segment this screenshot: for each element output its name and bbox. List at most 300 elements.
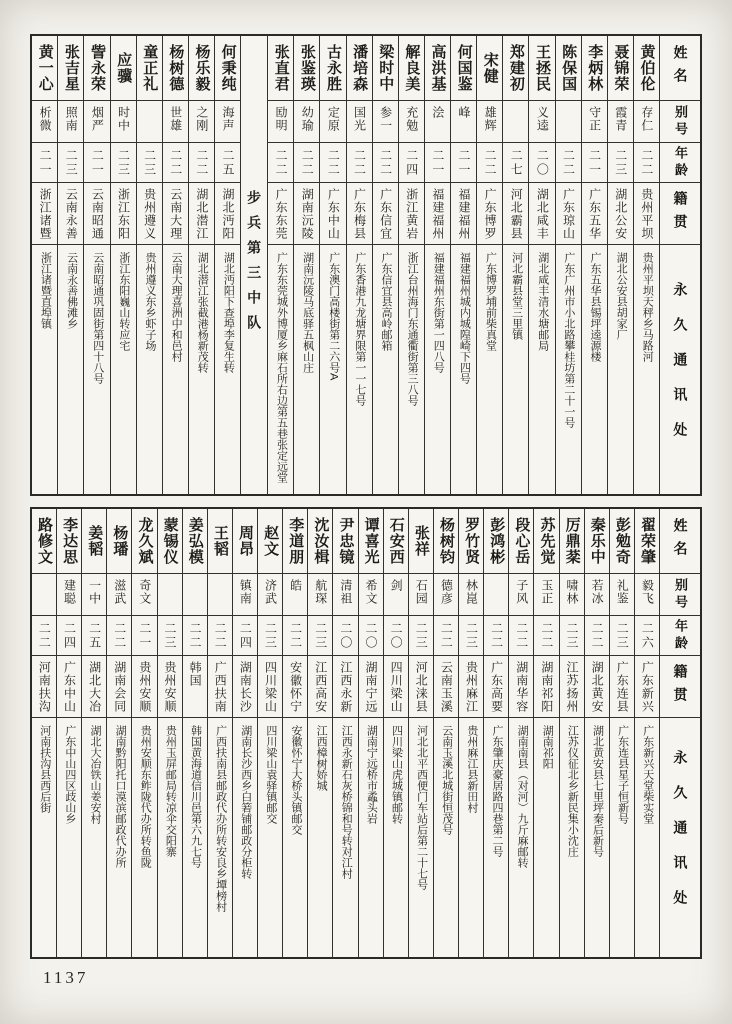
header-native	[660, 655, 700, 717]
person-address-cell	[283, 717, 307, 957]
person-age-cell	[58, 142, 83, 182]
person-name: 童正礼	[141, 44, 159, 92]
person-name: 李炳林	[586, 44, 604, 92]
person-alias-cell	[534, 573, 558, 615]
person-native-cell	[451, 182, 476, 244]
person-alias-cell	[477, 100, 502, 142]
person-address: 浙江诸暨直埠镇	[39, 252, 52, 329]
person-name-cell	[359, 509, 383, 573]
person-name-cell	[308, 509, 332, 573]
person-alias-cell	[509, 573, 533, 615]
person-age-cell	[158, 615, 182, 655]
person-alias: 参一	[378, 106, 393, 132]
person-column	[584, 509, 609, 957]
page-number: 1137	[43, 968, 89, 987]
person-address: 河南扶沟县西后街	[38, 725, 51, 813]
person-native-cell	[137, 182, 162, 244]
person-native: 湖北潜江	[194, 188, 209, 240]
person-alias-cell	[208, 573, 232, 615]
person-address-cell	[183, 717, 207, 957]
person-name-cell	[233, 509, 257, 573]
person-native-cell	[534, 655, 558, 717]
person-name-cell	[268, 36, 293, 100]
person-age-cell	[137, 142, 162, 182]
person-address-cell	[477, 244, 502, 494]
person-name: 王韬	[211, 525, 229, 557]
person-alias-cell	[82, 573, 106, 615]
person-alias-cell	[459, 573, 483, 615]
person-address: 广东东莞城外博厦乡麻石所右边第五巷张定远堂	[275, 252, 288, 483]
header-address	[660, 244, 700, 494]
person-native-cell	[32, 182, 57, 244]
person-name: 苏先觉	[538, 517, 556, 565]
person-age-cell	[258, 615, 282, 655]
person-native: 河南扶沟	[37, 661, 52, 713]
person-name-cell	[132, 509, 156, 573]
person-age-cell	[459, 615, 483, 655]
person-alias-cell	[425, 100, 450, 142]
person-age-cell	[233, 615, 257, 655]
person-age: 二二	[561, 148, 576, 177]
person-address: 江苏仪征北乡新民集小沈庄	[566, 725, 579, 857]
person-name: 黄一心	[36, 44, 54, 92]
header-name	[660, 36, 700, 100]
person-column	[372, 36, 398, 494]
person-native-cell	[132, 655, 156, 717]
person-age-cell	[585, 615, 609, 655]
person-address: 江西永新石灰桥锦和号转对江村	[340, 725, 353, 879]
person-name: 解良美	[403, 44, 421, 92]
person-native-cell	[183, 655, 207, 717]
person-age-cell	[451, 142, 476, 182]
person-age-cell	[183, 615, 207, 655]
person-address-cell	[373, 244, 398, 494]
person-alias-cell	[556, 100, 581, 142]
person-column	[555, 36, 581, 494]
person-name-cell	[477, 36, 502, 100]
person-name: 张吉星	[62, 44, 80, 92]
person-name: 杨璠	[111, 525, 129, 557]
person-alias: 德彦	[439, 579, 454, 605]
person-age: 二二	[274, 148, 289, 177]
person-native-cell	[560, 655, 584, 717]
person-column	[182, 509, 207, 957]
person-native: 湖北沔阳	[220, 188, 235, 240]
person-age-cell	[82, 615, 106, 655]
person-column	[346, 36, 372, 494]
person-alias: 奇文	[137, 579, 152, 605]
person-age-cell	[399, 142, 424, 182]
person-address: 广东新兴天堂柴实堂	[641, 725, 654, 824]
person-age: 二二	[483, 148, 498, 177]
person-age: 二一	[587, 148, 602, 177]
person-name: 杨树德	[167, 44, 185, 92]
person-native: 江西永新	[338, 661, 353, 713]
person-address-cell	[399, 244, 424, 494]
person-alias: 义逵	[535, 106, 550, 132]
person-column	[56, 509, 81, 957]
person-age-cell	[434, 615, 458, 655]
person-column	[207, 509, 232, 957]
person-age: 二二	[378, 148, 393, 177]
person-name: 张鉴瑛	[298, 44, 316, 92]
person-native: 贵州平坝	[639, 188, 654, 240]
person-age: 二二	[288, 621, 303, 650]
person-column	[607, 36, 633, 494]
person-column	[282, 509, 307, 957]
person-address-cell	[503, 244, 528, 494]
person-native: 广东五华	[587, 188, 602, 240]
person-alias: 世雄	[168, 106, 183, 132]
person-age-cell	[111, 142, 136, 182]
person-age: 二〇	[389, 621, 404, 650]
person-age-cell	[189, 142, 214, 182]
person-address: 湖南长沙西乡白箬铺邮政分柜转	[239, 725, 252, 879]
person-alias: 存仁	[639, 106, 654, 132]
person-age-cell	[32, 142, 57, 182]
person-address-cell	[163, 244, 188, 494]
person-alias: 清祖	[338, 579, 353, 605]
person-address-cell	[347, 244, 372, 494]
person-name-cell	[556, 36, 581, 100]
person-alias-cell	[215, 100, 240, 142]
person-alias: 济武	[263, 579, 278, 605]
person-age-cell	[347, 142, 372, 182]
person-name: 周昂	[236, 525, 254, 557]
header-name-label: 姓名	[672, 518, 689, 564]
person-alias-cell	[283, 573, 307, 615]
person-alias: 子风	[514, 579, 529, 605]
person-age-cell	[373, 142, 398, 182]
person-age: 二三	[615, 621, 630, 650]
person-address: 广东连县星子恒新号	[616, 725, 629, 824]
person-native-cell	[82, 655, 106, 717]
person-address-cell	[158, 717, 182, 957]
person-age-cell	[32, 615, 56, 655]
person-name-cell	[294, 36, 319, 100]
person-address-cell	[233, 717, 257, 957]
person-native-cell	[258, 655, 282, 717]
person-native: 广东高要	[489, 661, 504, 713]
roster-table-top	[30, 34, 702, 496]
person-address-cell	[534, 717, 558, 957]
section-band	[240, 36, 267, 494]
person-alias-cell	[529, 100, 554, 142]
person-age: 二二	[326, 148, 341, 177]
person-address: 河北霸县堂三里镇	[510, 252, 523, 340]
person-native: 湖北黄安	[590, 661, 605, 713]
person-address: 福建福州城内城隍崎下四号	[458, 252, 471, 384]
header-alias	[660, 100, 700, 142]
person-native: 浙江东阳	[116, 188, 131, 240]
person-alias: 之刚	[194, 106, 209, 132]
person-name-cell	[484, 509, 508, 573]
roster-table-bottom	[30, 507, 702, 959]
person-address-cell	[320, 244, 345, 494]
header-alias	[660, 573, 700, 615]
field-header-column	[659, 509, 700, 957]
person-age-cell	[268, 142, 293, 182]
person-address-cell	[451, 244, 476, 494]
person-address: 贵州平坝天秤乡马路河	[641, 252, 654, 362]
person-age-cell	[215, 142, 240, 182]
person-alias-cell	[233, 573, 257, 615]
person-column	[332, 509, 357, 957]
person-name-cell	[215, 36, 240, 100]
person-name-cell	[608, 36, 633, 100]
person-native-cell	[484, 655, 508, 717]
person-native-cell	[635, 655, 659, 717]
person-age: 二五	[87, 621, 102, 650]
person-column	[57, 36, 83, 494]
person-alias-cell	[32, 573, 56, 615]
person-age: 二二	[213, 621, 228, 650]
person-native-cell	[509, 655, 533, 717]
person-column	[483, 509, 508, 957]
person-name-cell	[333, 509, 357, 573]
person-address-cell	[582, 244, 607, 494]
person-name-cell	[585, 509, 609, 573]
person-name-cell	[529, 36, 554, 100]
person-alias: 镇南	[238, 579, 253, 605]
person-alias-cell	[320, 100, 345, 142]
person-native-cell	[320, 182, 345, 244]
person-name: 谭喜光	[362, 517, 380, 565]
person-address: 湖北大冶铁山姜安村	[88, 725, 101, 824]
person-name: 姜韬	[86, 525, 104, 557]
person-address-cell	[268, 244, 293, 494]
person-name-cell	[158, 509, 182, 573]
person-age-cell	[509, 615, 533, 655]
person-address: 贵州遵义东乡虾子场	[143, 252, 156, 351]
person-native: 云南昭通	[90, 188, 105, 240]
header-name	[660, 509, 700, 573]
person-name: 尹忠镜	[337, 517, 355, 565]
person-age-cell	[320, 142, 345, 182]
person-native: 广东博罗	[483, 188, 498, 240]
person-native: 广东连县	[615, 661, 630, 713]
person-address: 四川梁山袁驿镇邮交	[264, 725, 277, 824]
person-alias: 若冰	[590, 579, 605, 605]
person-name-cell	[258, 509, 282, 573]
person-column	[559, 509, 584, 957]
person-native: 广东新兴	[640, 661, 655, 713]
person-native: 福建福州	[456, 188, 471, 240]
person-name: 古永胜	[324, 44, 342, 92]
person-native: 湖北咸丰	[535, 188, 550, 240]
person-address-cell	[189, 244, 214, 494]
person-age: 二二	[590, 621, 605, 650]
person-alias-cell	[132, 573, 156, 615]
person-age: 二四	[238, 621, 253, 650]
person-column	[293, 36, 319, 494]
person-native-cell	[384, 655, 408, 717]
person-address: 广东五华县锡坪逵源楼	[588, 252, 601, 362]
person-address-cell	[333, 717, 357, 957]
person-age-cell	[425, 142, 450, 182]
person-column	[307, 509, 332, 957]
person-name: 翟荣肇	[638, 517, 656, 565]
person-native: 云南永善	[64, 188, 79, 240]
person-alias: 烟严	[90, 106, 105, 132]
person-address-cell	[208, 717, 232, 957]
person-name-cell	[459, 509, 483, 573]
person-name: 赵文	[262, 525, 280, 557]
person-name-cell	[208, 509, 232, 573]
person-name-cell	[183, 509, 207, 573]
person-native-cell	[373, 182, 398, 244]
person-alias-cell	[608, 100, 633, 142]
person-name: 杨乐毅	[193, 44, 211, 92]
person-alias: 幼瑜	[300, 106, 315, 132]
person-alias-cell	[560, 573, 584, 615]
person-name: 罗竹贤	[463, 517, 481, 565]
person-alias: 国光	[352, 106, 367, 132]
person-alias-cell	[258, 573, 282, 615]
person-native-cell	[84, 182, 109, 244]
person-native: 四川梁山	[389, 661, 404, 713]
person-age-cell	[57, 615, 81, 655]
person-age-cell	[608, 142, 633, 182]
person-name-cell	[503, 36, 528, 100]
person-name-cell	[32, 36, 57, 100]
person-address: 四川梁山虎城镇邮转	[390, 725, 403, 824]
person-address: 广东广州市小北路攀桂坊第二十一号	[562, 252, 575, 428]
person-name-cell	[82, 509, 106, 573]
person-alias-cell	[434, 573, 458, 615]
header-name-label: 姓名	[672, 45, 689, 91]
person-name: 张祥	[412, 525, 430, 557]
person-name-cell	[283, 509, 307, 573]
person-age: 二六	[640, 621, 655, 650]
person-address: 贵州安顺东鲊陇代办所转鱼陇	[139, 725, 152, 868]
person-alias-cell	[163, 100, 188, 142]
person-age-cell	[409, 615, 433, 655]
person-name-cell	[560, 509, 584, 573]
person-age-cell	[477, 142, 502, 182]
person-address: 云南大理喜洲中和邑村	[170, 252, 183, 362]
person-address: 湖南黔阳托口漠滨邮政代办所	[114, 725, 127, 868]
person-column	[634, 509, 659, 957]
person-address-cell	[425, 244, 450, 494]
person-alias: 剑	[389, 579, 404, 592]
person-address-cell	[137, 244, 162, 494]
person-alias: 石园	[414, 579, 429, 605]
person-name-cell	[32, 509, 56, 573]
person-native-cell	[32, 655, 56, 717]
person-column	[408, 509, 433, 957]
person-column	[508, 509, 533, 957]
person-name-cell	[534, 509, 558, 573]
person-address-cell	[107, 717, 131, 957]
person-alias-cell	[399, 100, 424, 142]
person-native: 贵州安顺	[162, 661, 177, 713]
person-alias: 定原	[326, 106, 341, 132]
person-alias-cell	[32, 100, 57, 142]
person-column	[32, 509, 56, 957]
person-name-cell	[384, 509, 408, 573]
person-column	[398, 36, 424, 494]
person-alias-cell	[635, 573, 659, 615]
person-column	[188, 36, 214, 494]
person-native: 河北涞县	[414, 661, 429, 713]
person-age: 二三	[313, 621, 328, 650]
person-name-cell	[434, 509, 458, 573]
person-alias-cell	[610, 573, 634, 615]
person-name: 王拯民	[533, 44, 551, 92]
person-name: 郑建初	[507, 44, 525, 92]
person-age-cell	[484, 615, 508, 655]
person-address-cell	[111, 244, 136, 494]
person-address: 云南昭通巩固街第四十八号	[91, 252, 104, 384]
person-address-cell	[560, 717, 584, 957]
person-alias: 皓	[288, 579, 303, 592]
person-native-cell	[111, 182, 136, 244]
person-native: 广西扶南	[213, 661, 228, 713]
person-age: 二三	[464, 621, 479, 650]
person-column	[433, 509, 458, 957]
person-native: 浙江诸暨	[38, 188, 53, 240]
person-native: 浙江黄岩	[404, 188, 419, 240]
person-native-cell	[634, 182, 659, 244]
person-name: 何秉纯	[219, 44, 237, 92]
person-age: 二〇	[338, 621, 353, 650]
person-native: 贵州安顺	[137, 661, 152, 713]
person-address-cell	[308, 717, 332, 957]
person-alias-cell	[308, 573, 332, 615]
person-age-cell	[635, 615, 659, 655]
person-native: 湖南宁远	[363, 661, 378, 713]
person-alias-cell	[111, 100, 136, 142]
person-address: 韩国黄海道信川邑第六九七号	[189, 725, 202, 868]
person-name-cell	[347, 36, 372, 100]
person-age: 二二	[489, 621, 504, 650]
person-age: 二二	[352, 148, 367, 177]
person-alias-cell	[582, 100, 607, 142]
person-name-cell	[509, 509, 533, 573]
person-name: 何国鉴	[455, 44, 473, 92]
person-native: 湖南华容	[514, 661, 529, 713]
person-name-cell	[399, 36, 424, 100]
person-alias: 玉正	[539, 579, 554, 605]
person-age: 二〇	[363, 621, 378, 650]
person-alias: 林崑	[464, 579, 479, 605]
person-column	[136, 36, 162, 494]
person-name: 高洪基	[429, 44, 447, 92]
person-name-cell	[320, 36, 345, 100]
person-alias: 希文	[363, 579, 378, 605]
person-column	[533, 509, 558, 957]
person-native: 云南大理	[168, 188, 183, 240]
person-name: 梁时中	[377, 44, 395, 92]
person-native-cell	[283, 655, 307, 717]
person-native: 贵州遵义	[142, 188, 157, 240]
header-native	[660, 182, 700, 244]
person-column	[450, 36, 476, 494]
person-native: 湖南长沙	[238, 661, 253, 713]
person-age: 二二	[188, 621, 203, 650]
person-native: 四川梁山	[263, 661, 278, 713]
person-name-cell	[634, 36, 659, 100]
person-native-cell	[585, 655, 609, 717]
person-alias: 海声	[220, 106, 235, 132]
person-alias: 充勉	[404, 106, 419, 132]
person-address: 广东肇庆豪居路四巷第二号	[490, 725, 503, 857]
person-age-cell	[132, 615, 156, 655]
person-alias: 滋武	[112, 579, 127, 605]
person-alias: 析微	[38, 106, 53, 132]
person-native-cell	[359, 655, 383, 717]
